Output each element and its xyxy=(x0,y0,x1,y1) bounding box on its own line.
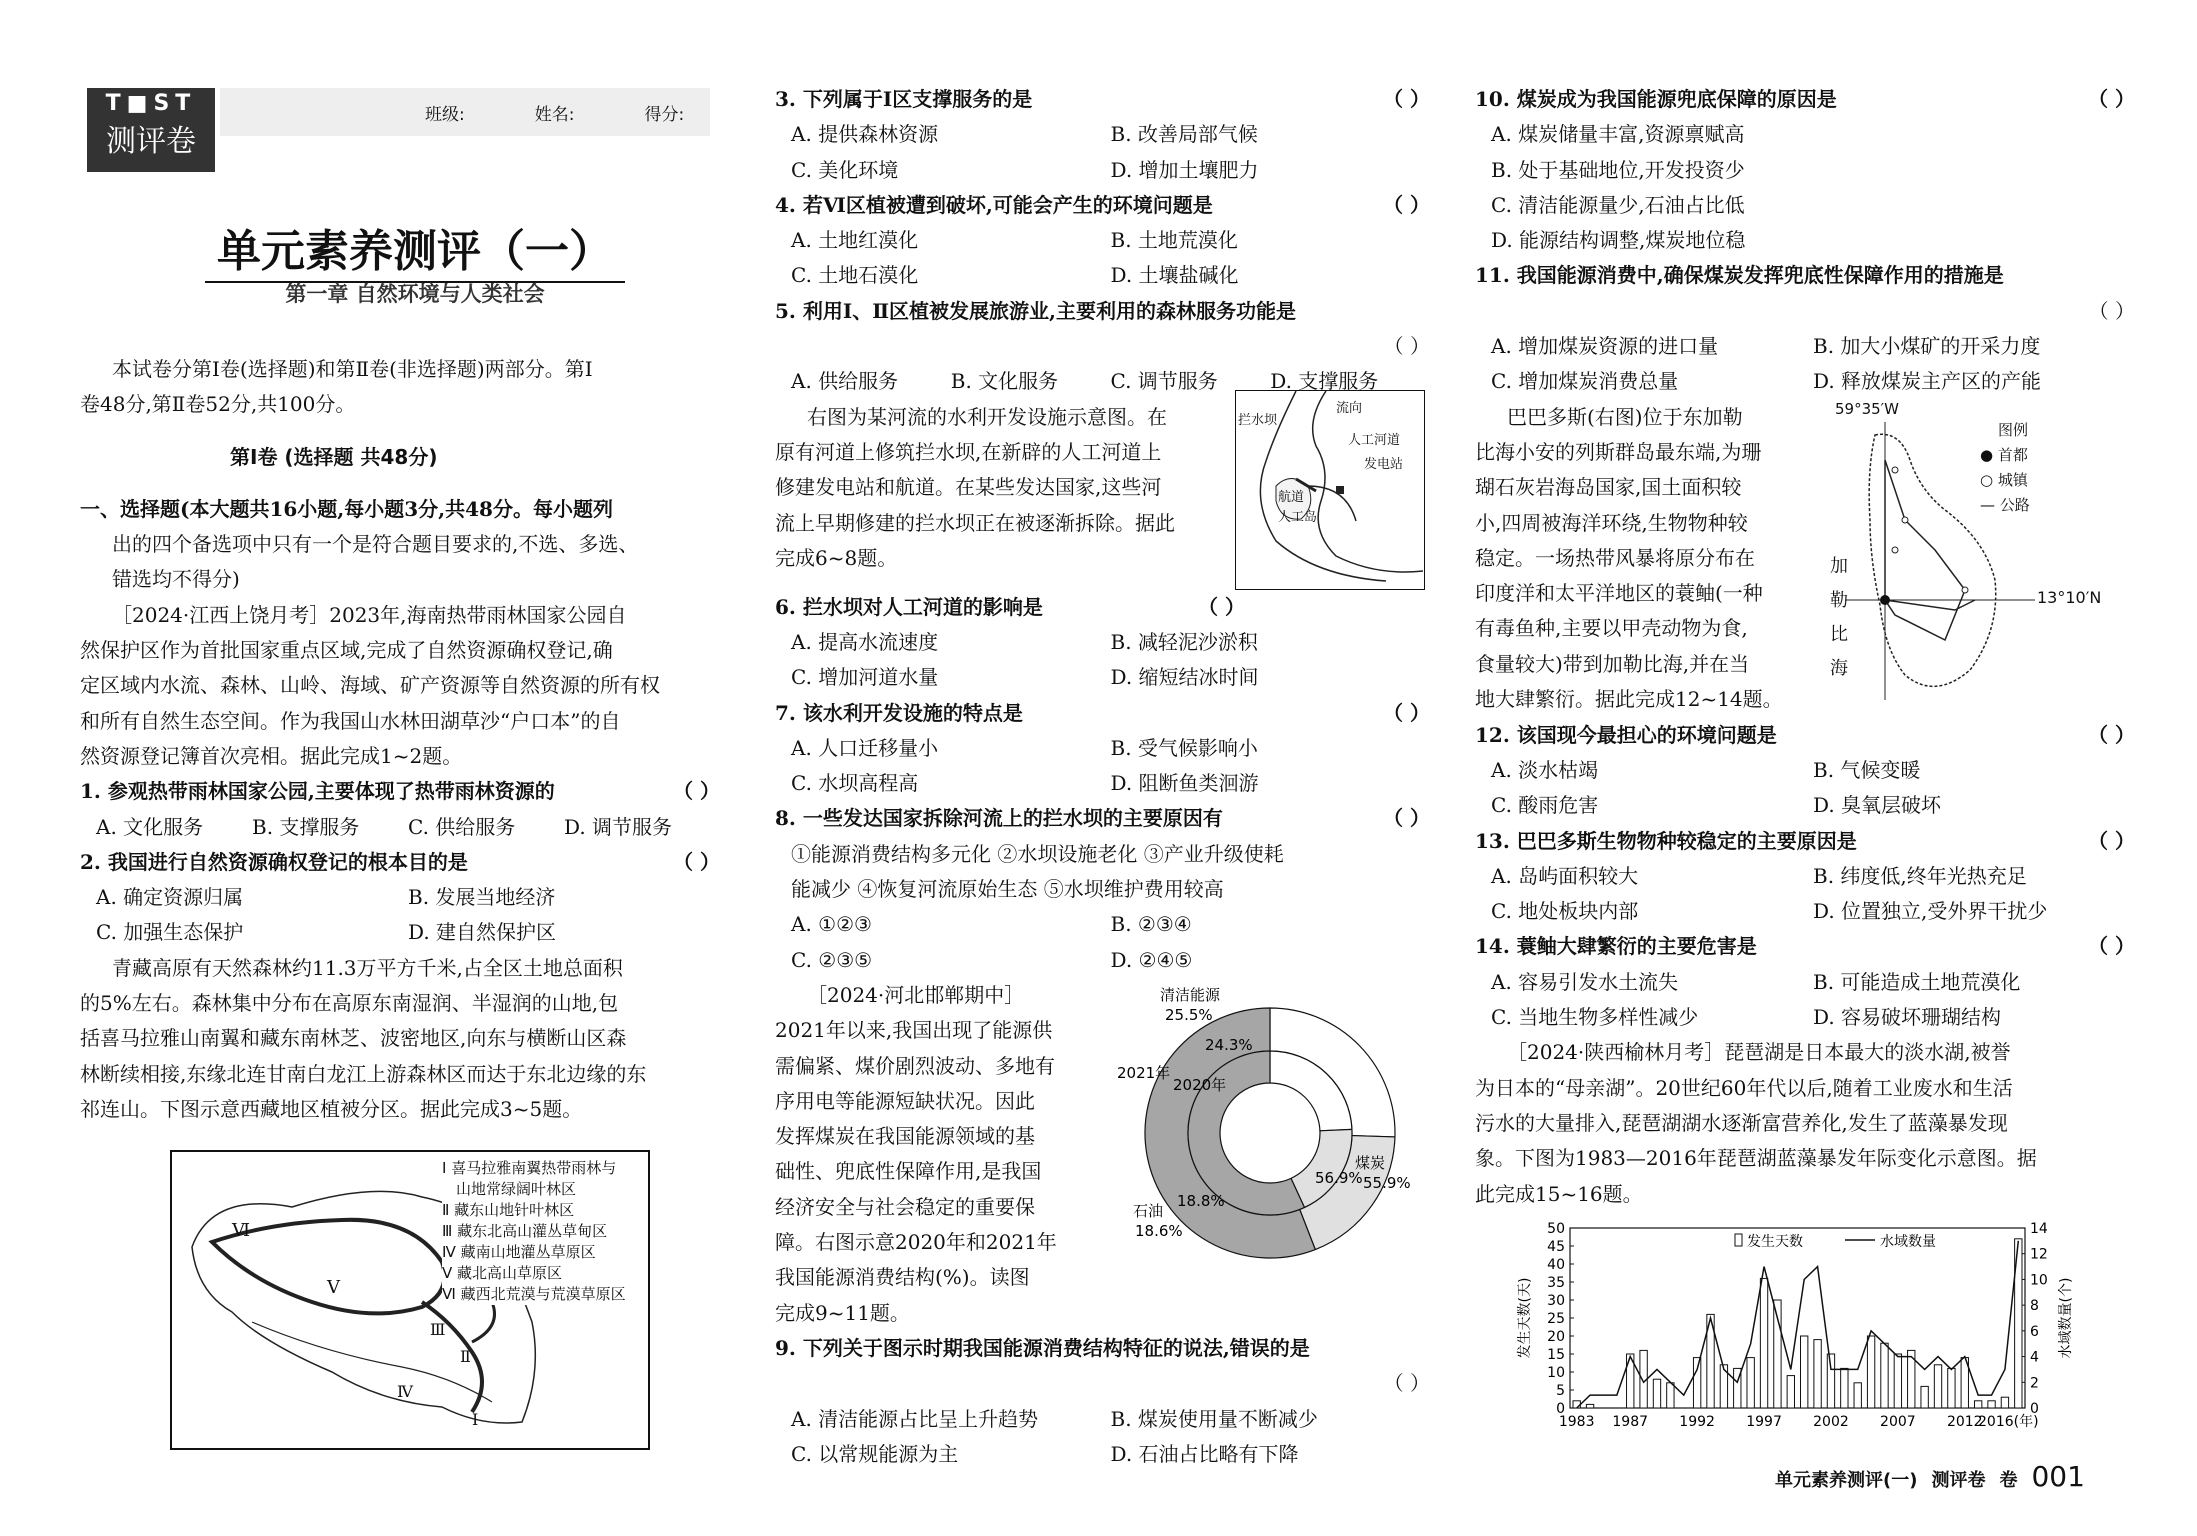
x-tick-label: 1987 xyxy=(1612,1413,1649,1430)
answer-paren[interactable]: （ ） xyxy=(2088,828,2135,853)
diagram-label: 发电站 xyxy=(1364,456,1404,472)
tibet-vegetation-map xyxy=(170,1150,650,1450)
option[interactable]: A. 容易引发水土流失 xyxy=(1491,969,1679,994)
x-tick-label: 2002 xyxy=(1813,1413,1849,1430)
question-9: 9. 下列关于图示时期我国能源消费结构特征的说法,错误的是 xyxy=(775,1335,1310,1360)
option[interactable]: B. 受气候影响小 xyxy=(1110,735,1258,760)
option[interactable]: B. 支撑服务 xyxy=(252,814,360,839)
footer-page-label: 卷 xyxy=(1999,1470,2018,1491)
material-text: 污水的大量排入,琵琶湖湖水逐渐富营养化,发生了蓝藻暴发现 xyxy=(1475,1110,2008,1135)
class-label: 班级: xyxy=(425,104,465,125)
material-text: 巴巴多斯(右图)位于东加勒 xyxy=(1507,404,1743,429)
longitude-label: 59°35′W xyxy=(1835,399,1899,418)
question-5: 5. 利用Ⅰ、Ⅱ区植被发展旅游业,主要利用的森林服务功能是 xyxy=(775,298,1297,323)
option[interactable]: A. 文化服务 xyxy=(96,814,204,839)
page-subtitle: 第一章 自然环境与人类社会 xyxy=(285,282,545,306)
bar xyxy=(1948,1368,1955,1408)
instructions: 一、选择题(本大题共16小题,每小题3分,共48分。每小题列 xyxy=(80,496,613,521)
x-tick-label: 2016(年) xyxy=(1978,1413,2039,1430)
legend-swatch-bar xyxy=(1735,1234,1742,1246)
option[interactable]: B. 土地荒漠化 xyxy=(1110,228,1238,253)
answer-paren[interactable]: （ ） xyxy=(2088,934,2135,959)
bar xyxy=(1841,1368,1848,1408)
y-tick-label: 20 xyxy=(1547,1328,1565,1345)
bar xyxy=(1974,1401,1981,1408)
material-text: ［2024·河北邯郸期中］ xyxy=(807,982,1025,1007)
x-tick-label: 1992 xyxy=(1679,1413,1715,1430)
option[interactable]: B. 煤炭使用量不断减少 xyxy=(1110,1406,1318,1431)
material-text: 祁连山。下图示意西藏地区植被分区。据此完成3~5题。 xyxy=(80,1096,583,1121)
material-text: 稳定。一场热带风暴将原分布在 xyxy=(1475,545,1755,570)
option[interactable]: A. 清洁能源占比呈上升趋势 xyxy=(791,1406,1039,1431)
answer-paren[interactable]: （ ） xyxy=(673,779,720,804)
page-number: 001 xyxy=(2031,1460,2085,1493)
bar xyxy=(1573,1401,1580,1408)
option[interactable]: C. 地处板块内部 xyxy=(1491,899,1639,924)
river-diagram xyxy=(1235,390,1425,590)
latitude-label: 13°10′N xyxy=(2037,587,2102,607)
option[interactable]: C. 清洁能源量少,石油占比低 xyxy=(1491,192,1745,217)
x-tick-label: 1983 xyxy=(1558,1413,1595,1430)
question-10: 10. 煤炭成为我国能源兜底保障的原因是 （ ） xyxy=(1475,82,2135,117)
question-11: 11. 我国能源消费中,确保煤炭发挥兜底性保障作用的措施是 xyxy=(1475,263,2004,288)
option[interactable]: C. 酸雨危害 xyxy=(1491,793,1599,818)
instructions: 错选均不得分) xyxy=(112,567,240,592)
material-text: 地大肆繁衍。据此完成12~14题。 xyxy=(1475,687,1783,712)
donut-value: 56.9% xyxy=(1315,1168,1363,1187)
bar xyxy=(1894,1354,1901,1408)
option[interactable]: B. 文化服务 xyxy=(950,369,1059,394)
material-text: 序用电等能源短缺状况。因此 xyxy=(775,1088,1035,1113)
material-text: 定区域内水流、森林、山岭、海域、矿产资源等自然资源的所有权 xyxy=(80,673,660,698)
option[interactable]: D. 石油占比略有下降 xyxy=(1110,1441,1299,1466)
option[interactable]: C. 增加煤炭消费总量 xyxy=(1491,369,1679,394)
material-text: 修建发电站和航道。在某些发达国家,这些河 xyxy=(775,475,1162,500)
option[interactable]: B. ②③④ xyxy=(1110,912,1192,937)
option[interactable]: A. 土地红漠化 xyxy=(791,228,919,253)
material-text: 象。下图为1983—2016年琵琶湖蓝藻暴发年际变化示意图。据 xyxy=(1475,1146,2037,1171)
bar xyxy=(1586,1404,1593,1408)
y2-tick-label: 4 xyxy=(2030,1349,2039,1366)
map-zone-label: Ⅵ xyxy=(232,1220,251,1241)
donut-value: 18.6% xyxy=(1135,1221,1183,1240)
y2-tick-label: 6 xyxy=(2030,1323,2039,1340)
material-text: ［2024·江西上饶月考］2023年,海南热带雨林国家公园自 xyxy=(112,602,627,627)
option[interactable]: A. 人口迁移量小 xyxy=(791,735,939,760)
bar xyxy=(1801,1336,1808,1408)
material-text: 比海小安的列斯群岛最东端,为珊 xyxy=(1475,439,1762,464)
option[interactable]: C. 美化环境 xyxy=(791,157,899,182)
y-tick-label: 15 xyxy=(1547,1346,1565,1363)
option[interactable]: C. 当地生物多样性减少 xyxy=(1491,1005,1699,1030)
question-3: 3. 下列属于Ⅰ区支撑服务的是 （ ） xyxy=(775,82,1430,117)
bar xyxy=(2001,1397,2008,1408)
material-text: 的5%左右。森林集中分布在高原东南湿润、半湿润的山地,包 xyxy=(80,991,619,1016)
option[interactable]: A. ①②③ xyxy=(791,912,872,937)
donut-label: 2021年 xyxy=(1117,1063,1171,1082)
plot-frame xyxy=(1570,1228,2025,1408)
option[interactable]: A. 确定资源归属 xyxy=(96,885,244,910)
answer-paren[interactable]: （ ） xyxy=(1383,1371,1430,1396)
donut-label: 2020年 xyxy=(1173,1075,1227,1094)
bar xyxy=(1693,1357,1700,1407)
option[interactable]: C. 土地石漠化 xyxy=(791,263,919,288)
option[interactable]: D. 阻断鱼类洄游 xyxy=(1110,771,1259,796)
diagram-label: 人工岛 xyxy=(1278,509,1318,525)
material-text: 林断续相接,东缘北连甘南白龙江上游森林区而达于东北边缘的东 xyxy=(80,1061,647,1086)
y2-tick-label: 14 xyxy=(2030,1220,2048,1237)
option[interactable]: C. 增加河道水量 xyxy=(791,665,939,690)
barbados-map xyxy=(1825,400,2135,718)
question-7: 7. 该水利开发设施的特点是 （ ） xyxy=(775,696,1430,731)
answer-paren[interactable]: （ ） xyxy=(2088,298,2135,323)
bar xyxy=(1787,1375,1794,1407)
y2-tick-label: 2 xyxy=(2030,1375,2039,1392)
material-text: 食量较大)带到加勒比海,并在当 xyxy=(1475,651,1750,676)
bar xyxy=(1653,1379,1660,1408)
material-text: 然保护区作为首批国家重点区域,完成了自然资源确权登记,确 xyxy=(80,638,613,663)
material-text: 我国能源消费结构(%)。读图 xyxy=(775,1265,1030,1290)
bar xyxy=(1667,1383,1674,1408)
y2-axis-label: 水域数量(个) xyxy=(2058,1277,2074,1359)
x-tick-label: 2007 xyxy=(1880,1413,1916,1430)
algae-bloom-chart xyxy=(1515,1218,2115,1443)
material-text: 原有河道上修筑拦水坝,在新辟的人工河道上 xyxy=(775,439,1162,464)
map-zone-label: Ⅴ xyxy=(327,1277,340,1298)
question-8: 8. 一些发达国家拆除河流上的拦水坝的主要原因有 （ ） xyxy=(775,801,1430,836)
bar xyxy=(1814,1339,1821,1407)
donut-svg xyxy=(1115,978,1425,1318)
option[interactable]: A. 岛屿面积较大 xyxy=(1491,863,1639,888)
answer-paren[interactable]: （ ） xyxy=(1198,594,1245,619)
option[interactable]: D. ②④⑤ xyxy=(1110,947,1193,972)
map-zone-label: Ⅳ xyxy=(397,1382,413,1401)
option[interactable]: A. 煤炭储量丰富,资源禀赋高 xyxy=(1491,122,1745,147)
question-8-items: ①能源消费结构多元化 ②水坝设施老化 ③产业升级使耗 xyxy=(791,841,1284,866)
material-text: 此完成15~16题。 xyxy=(1475,1181,1643,1206)
answer-paren[interactable]: （ ） xyxy=(1383,192,1430,217)
score-label: 得分: xyxy=(644,104,685,125)
bar xyxy=(1867,1336,1874,1408)
question-1: 1. 参观热带雨林国家公园,主要体现了热带雨林资源的 （ ） xyxy=(80,774,720,809)
y-tick-label: 0 xyxy=(1556,1400,1565,1417)
badge-top: T■ST xyxy=(105,91,197,116)
option[interactable]: D. 增加土壤肥力 xyxy=(1110,157,1259,182)
y-tick-label: 30 xyxy=(1547,1292,1565,1309)
option[interactable]: B. 加大小煤矿的开采力度 xyxy=(1813,334,2041,359)
bar xyxy=(1934,1365,1941,1408)
option[interactable]: D. 释放煤炭主产区的产能 xyxy=(1813,369,2042,394)
answer-paren[interactable]: （ ） xyxy=(2088,722,2135,747)
bar xyxy=(1827,1354,1834,1408)
bar xyxy=(1747,1357,1754,1407)
material-text: 印度洋和太平洋地区的蓑鲉(一种 xyxy=(1475,581,1763,606)
material-text: 有毒鱼种,主要以甲壳动物为食, xyxy=(1475,616,1748,641)
option[interactable]: A. 淡水枯竭 xyxy=(1491,757,1599,782)
page-footer xyxy=(1775,1460,2135,1493)
y2-tick-label: 8 xyxy=(2030,1297,2039,1314)
material-text: 流上早期修建的拦水坝正在被逐渐拆除。据此 xyxy=(775,510,1175,535)
y2-tick-label: 0 xyxy=(2030,1400,2039,1417)
option[interactable]: D. 建自然保护区 xyxy=(408,920,557,945)
donut-label: 煤炭 xyxy=(1355,1153,1386,1172)
bar-chart-svg xyxy=(1515,1218,2115,1443)
option[interactable]: D. 臭氧层破坏 xyxy=(1813,793,1942,818)
option[interactable]: A. 供给服务 xyxy=(791,369,899,394)
material-text: 括喜马拉雅山南翼和藏东南林芝、波密地区,向东与横断山区森 xyxy=(80,1026,627,1051)
y-tick-label: 5 xyxy=(1556,1382,1565,1399)
y-tick-label: 10 xyxy=(1547,1364,1565,1381)
option[interactable]: D. 容易破坏珊瑚结构 xyxy=(1813,1005,2002,1030)
part1-heading: 第Ⅰ卷 (选择题 共48分) xyxy=(230,444,438,469)
option[interactable]: C. 以常规能源为主 xyxy=(791,1441,959,1466)
legend-label: 发生天数 xyxy=(1747,1233,1803,1250)
answer-paren[interactable]: （ ） xyxy=(2088,87,2135,111)
sea-label: 加 勒 比 海 xyxy=(1830,555,1848,679)
left-column xyxy=(80,0,720,1536)
diagram-label: 航道 xyxy=(1278,489,1305,505)
option[interactable]: C. ②③⑤ xyxy=(791,947,873,972)
option[interactable]: B. 处于基础地位,开发投资少 xyxy=(1491,157,1745,182)
material-text: 障。右图示意2020年和2021年 xyxy=(775,1230,1057,1255)
diagram-label: 流向 xyxy=(1336,400,1363,416)
y-tick-label: 25 xyxy=(1547,1310,1565,1327)
option[interactable]: C. 水坝高程高 xyxy=(791,771,919,796)
option[interactable]: D. 缩短结冰时间 xyxy=(1110,665,1259,690)
x-tick-label: 2012 xyxy=(1946,1413,1983,1430)
y-tick-label: 40 xyxy=(1547,1256,1565,1273)
middle-column xyxy=(775,0,1430,1536)
diagram-label: 人工河道 xyxy=(1348,432,1401,448)
option[interactable]: D. 位置独立,受外界干扰少 xyxy=(1813,899,2048,924)
material-text: 和所有自然生态空间。作为我国山水林田湖草沙“户口本”的自 xyxy=(80,708,621,733)
donut-value: 55.9% xyxy=(1363,1173,1411,1192)
option[interactable]: B. 可能造成土地荒漠化 xyxy=(1813,969,2021,994)
material-text: 完成9~11题。 xyxy=(775,1300,910,1325)
option[interactable]: C. 供给服务 xyxy=(408,814,516,839)
material-text: 青藏高原有天然森林约11.3万平方千米,占全区土地总面积 xyxy=(112,955,623,980)
bar xyxy=(1921,1386,1928,1408)
question-6: 6. 拦水坝对人工河道的影响是 （ ） xyxy=(775,590,1245,625)
material-text: 然资源登记簿首次亮相。据此完成1~2题。 xyxy=(80,743,463,768)
intro-line: 卷48分,第Ⅱ卷52分,共100分。 xyxy=(80,392,356,417)
y-tick-label: 50 xyxy=(1547,1220,1565,1237)
page-title: 单元素养测评（一） xyxy=(205,215,625,283)
name-label: 姓名: xyxy=(534,104,575,125)
material-text: 小,四周被海洋环绕,生物物种较 xyxy=(1475,510,1748,535)
question-12: 12. 该国现今最担心的环境问题是 （ ） xyxy=(1475,718,2135,753)
y-axis-label: 发生天数(天) xyxy=(1517,1277,1533,1359)
instructions: 出的四个备选项中只有一个是符合题目要求的,不选、多选、 xyxy=(112,532,639,557)
question-8-items: 能减少 ④恢复河流原始生态 ⑤水坝维护费用较高 xyxy=(791,877,1224,902)
question-2: 2. 我国进行自然资源确权登记的根本目的是 （ ） xyxy=(80,845,720,880)
bar xyxy=(1881,1343,1888,1408)
donut-value: 18.8% xyxy=(1177,1191,1225,1210)
header-bar xyxy=(220,88,710,136)
material-text: ［2024·陕西榆林月考］琵琶湖是日本最大的淡水湖,被誉 xyxy=(1507,1040,2011,1065)
option[interactable]: B. 减轻泥沙淤积 xyxy=(1110,629,1258,654)
answer-paren[interactable]: （ ） xyxy=(1383,806,1430,831)
x-tick-label: 1997 xyxy=(1746,1413,1782,1430)
option[interactable]: B. 气候变暖 xyxy=(1813,757,1921,782)
map-legend: 图例 ● 首都 ○ 城镇 — 公路 xyxy=(1980,420,2030,514)
donut-value: 25.5% xyxy=(1165,1005,1213,1024)
legend-label: 水域数量 xyxy=(1880,1233,1936,1250)
question-14: 14. 蓑鲉大肆繁衍的主要危害是 （ ） xyxy=(1475,929,2135,964)
map-zone-label: Ⅱ xyxy=(460,1347,471,1366)
map-zone-label: Ⅰ xyxy=(472,1410,479,1429)
answer-paren[interactable]: （ ） xyxy=(1383,334,1430,359)
material-text: 右图为某河流的水利开发设施示意图。在 xyxy=(807,404,1167,429)
option[interactable]: C. 加强生态保护 xyxy=(96,920,244,945)
footer-text: 单元素养测评(一) xyxy=(1775,1470,1918,1491)
y-tick-label: 45 xyxy=(1547,1238,1565,1255)
donut-value: 24.3% xyxy=(1205,1035,1253,1054)
map-zone-label: Ⅲ xyxy=(430,1320,446,1339)
question-13: 13. 巴巴多斯生物物种较稳定的主要原因是 （ ） xyxy=(1475,824,2135,859)
material-text: 发挥煤炭在我国能源领域的基 xyxy=(775,1124,1035,1149)
option[interactable]: D. 能源结构调整,煤炭地位稳 xyxy=(1491,228,1746,253)
y2-tick-label: 10 xyxy=(2030,1272,2048,1289)
question-4: 4. 若Ⅵ区植被遭到破坏,可能会产生的环境问题是 （ ） xyxy=(775,188,1430,223)
y2-tick-label: 12 xyxy=(2030,1246,2048,1263)
intro-line: 本试卷分第Ⅰ卷(选择题)和第Ⅱ卷(非选择题)两部分。第Ⅰ xyxy=(112,357,593,381)
option[interactable]: C. 调节服务 xyxy=(1110,369,1218,394)
option[interactable]: A. 增加煤炭资源的进口量 xyxy=(1491,334,1719,359)
option[interactable]: A. 提高水流速度 xyxy=(791,629,939,654)
option[interactable]: D. 土壤盐碱化 xyxy=(1110,263,1239,288)
material-text: 础性、兜底性保障作用,是我国 xyxy=(775,1159,1042,1184)
bar xyxy=(1988,1401,1995,1408)
material-text: 瑚石灰岩海岛国家,国土面积较 xyxy=(1475,475,1742,500)
map-legend: Ⅰ 喜马拉雅南翼热带雨林与 山地常绿阔叶林区 Ⅱ 藏东山地针叶林区 Ⅲ 藏东北高山灌丛草甸区 Ⅳ 藏南山地灌丛草原区 Ⅴ 藏北高山草原区 Ⅵ 藏西北荒漠与荒漠草原区 xyxy=(442,1159,626,1303)
diagram-label: 拦水坝 xyxy=(1238,412,1278,428)
option[interactable]: B. 发展当地经济 xyxy=(408,885,556,910)
badge-bottom: 测评卷 xyxy=(106,124,196,159)
option[interactable]: B. 改善局部气候 xyxy=(1110,122,1258,147)
energy-donut-chart xyxy=(1115,978,1425,1318)
bar xyxy=(1760,1278,1767,1408)
footer-tag: 测评卷 xyxy=(1931,1470,1986,1491)
option[interactable]: A. 提供森林资源 xyxy=(791,122,939,147)
answer-paren[interactable]: （ ） xyxy=(1383,87,1430,111)
option[interactable]: B. 纬度低,终年光热充足 xyxy=(1813,863,2027,888)
donut-label: 清洁能源 xyxy=(1160,985,1221,1004)
test-badge xyxy=(87,88,215,172)
material-text: 经济安全与社会稳定的重要保 xyxy=(775,1194,1035,1219)
bar xyxy=(1854,1383,1861,1408)
option[interactable]: D. 支撑服务 xyxy=(1270,369,1379,394)
material-text: 完成6~8题。 xyxy=(775,545,898,570)
donut-label: 石油 xyxy=(1133,1201,1164,1220)
material-text: 为日本的“母亲湖”。20世纪60年代以后,随着工业废水和生活 xyxy=(1475,1075,2013,1100)
option[interactable]: D. 调节服务 xyxy=(564,814,673,839)
material-text: 2021年以来,我国出现了能源供 xyxy=(775,1018,1053,1043)
right-column xyxy=(1475,0,2135,1536)
y-tick-label: 35 xyxy=(1547,1274,1565,1291)
material-text: 需偏紧、煤价剧烈波动、多地有 xyxy=(775,1053,1055,1078)
answer-paren[interactable]: （ ） xyxy=(673,849,720,874)
answer-paren[interactable]: （ ） xyxy=(1383,700,1430,725)
